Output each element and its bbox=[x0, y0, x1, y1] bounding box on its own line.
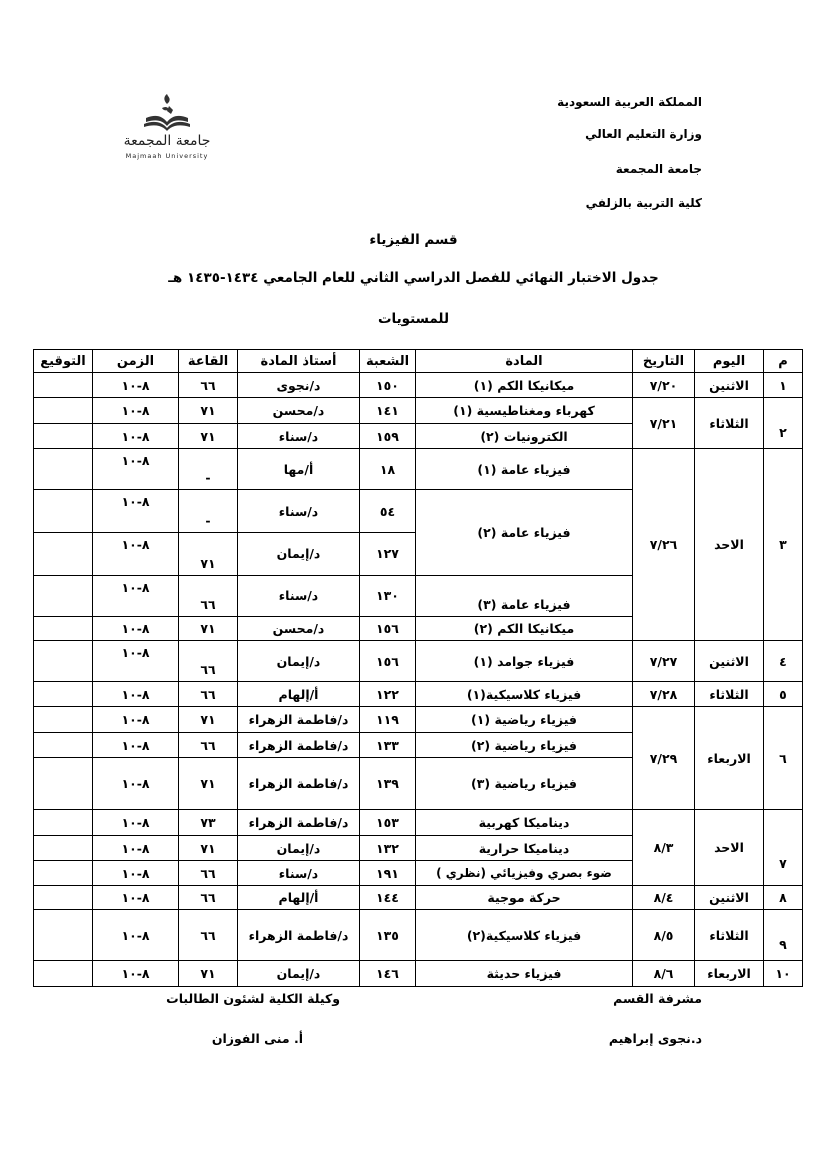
row-time: ٨-١٠ bbox=[93, 885, 179, 909]
row-signature bbox=[34, 732, 93, 757]
vice-dean-title: وكيلة الكلية لشئون الطالبات bbox=[166, 991, 340, 1006]
row-day: الثلاثاء bbox=[695, 910, 764, 961]
table-row bbox=[34, 449, 803, 490]
row-room: ٧١ bbox=[179, 961, 238, 987]
row-day: الثلاثاء bbox=[695, 681, 764, 706]
row-time: ٨-١٠ bbox=[93, 681, 179, 706]
row-day: الاحد bbox=[695, 449, 764, 641]
table-row bbox=[34, 910, 803, 961]
row-room: ٦٦ bbox=[179, 861, 238, 885]
col-header-number: م bbox=[764, 350, 803, 373]
row-teacher: د/فاطمة الزهراء bbox=[238, 758, 360, 810]
row-time: ٨-١٠ bbox=[93, 373, 179, 398]
row-subject: فيزياء رياضية (٢) bbox=[416, 732, 633, 757]
row-subject: فيزياء عامة (١) bbox=[416, 449, 633, 490]
row-subject: فيزياء رياضية (٣) bbox=[416, 758, 633, 810]
header-line-country: المملكة العربية السعودية bbox=[557, 95, 702, 109]
row-section: ١٣٠ bbox=[360, 575, 416, 616]
row-section: ١٥٦ bbox=[360, 616, 416, 640]
table-row bbox=[34, 885, 803, 909]
row-subject: ديناميكا كهربية bbox=[416, 810, 633, 835]
row-subject: الكترونيات (٢) bbox=[416, 423, 633, 448]
row-time: ٨-١٠ bbox=[93, 732, 179, 757]
row-time: ٨-١٠ bbox=[93, 490, 179, 533]
row-time: ٨-١٠ bbox=[93, 707, 179, 732]
header-line-ministry: وزارة التعليم العالي bbox=[585, 127, 702, 141]
row-signature bbox=[34, 533, 93, 576]
row-room: ٧١ bbox=[179, 533, 238, 576]
row-signature bbox=[34, 707, 93, 732]
row-room: ٦٦ bbox=[179, 373, 238, 398]
row-teacher: د/سناء bbox=[238, 490, 360, 533]
row-day: الاربعاء bbox=[695, 961, 764, 987]
col-header-date: التاريخ bbox=[633, 350, 695, 373]
row-section: ١٥٩ bbox=[360, 423, 416, 448]
row-teacher: د/سناء bbox=[238, 861, 360, 885]
table-row bbox=[34, 373, 803, 398]
logo-arabic-text: جامعة المجمعة bbox=[123, 133, 211, 149]
row-room: ٧١ bbox=[179, 423, 238, 448]
row-date: ٧/٢١ bbox=[633, 398, 695, 449]
row-date: ٧/٢٠ bbox=[633, 373, 695, 398]
row-section: ١٣٥ bbox=[360, 910, 416, 961]
header-line-university: جامعة المجمعة bbox=[615, 162, 702, 176]
header-line-college: كلية التربية بالزلفي bbox=[585, 196, 702, 210]
schedule-title: جدول الاختبار النهائي للفصل الدراسي الثاني للعام الجامعي ١٤٣٤-١٤٣٥ هـ bbox=[168, 270, 659, 286]
row-room: ٧٣ bbox=[179, 810, 238, 835]
table-row bbox=[34, 398, 803, 423]
row-teacher: د/إيمان bbox=[238, 961, 360, 987]
logo-english-text: Majmaah University bbox=[125, 152, 209, 160]
row-section: ١٩١ bbox=[360, 861, 416, 885]
row-section: ١٤٦ bbox=[360, 961, 416, 987]
row-teacher: د/نجوى bbox=[238, 373, 360, 398]
row-subject: فيزياء كلاسيكية(٢) bbox=[416, 910, 633, 961]
row-room: ٧١ bbox=[179, 707, 238, 732]
row-subject: ضوء بصري وفيزيائي (نظري ) bbox=[416, 861, 633, 885]
row-signature bbox=[34, 423, 93, 448]
row-room: ٧١ bbox=[179, 835, 238, 860]
row-subject: حركة موجية bbox=[416, 885, 633, 909]
row-section: ١١٩ bbox=[360, 707, 416, 732]
row-section: ١٣٩ bbox=[360, 758, 416, 810]
row-signature bbox=[34, 373, 93, 398]
supervisor-title: مشرفة القسم bbox=[613, 991, 702, 1006]
row-signature bbox=[34, 641, 93, 682]
row-number: ٣ bbox=[764, 449, 803, 641]
table-row bbox=[34, 961, 803, 987]
row-number: ٥ bbox=[764, 681, 803, 706]
row-time: ٨-١٠ bbox=[93, 861, 179, 885]
row-number: ٧ bbox=[764, 810, 803, 885]
row-section: ١٥٦ bbox=[360, 641, 416, 682]
row-signature bbox=[34, 398, 93, 423]
row-number: ٨ bbox=[764, 885, 803, 909]
row-section: ١٨ bbox=[360, 449, 416, 490]
row-signature bbox=[34, 885, 93, 909]
row-teacher: د/إيمان bbox=[238, 533, 360, 576]
row-number: ١٠ bbox=[764, 961, 803, 987]
row-date: ٧/٢٦ bbox=[633, 449, 695, 641]
row-signature bbox=[34, 810, 93, 835]
row-number: ٤ bbox=[764, 641, 803, 682]
row-room: ٧١ bbox=[179, 616, 238, 640]
row-teacher: د/محسن bbox=[238, 398, 360, 423]
row-number: ٢ bbox=[764, 398, 803, 449]
row-signature bbox=[34, 616, 93, 640]
row-subject: ميكانيكا الكم (١) bbox=[416, 373, 633, 398]
row-teacher: د/فاطمة الزهراء bbox=[238, 732, 360, 757]
col-header-subject: المادة bbox=[416, 350, 633, 373]
row-section: ٥٤ bbox=[360, 490, 416, 533]
row-section: ١٣٢ bbox=[360, 835, 416, 860]
row-signature bbox=[34, 681, 93, 706]
row-teacher: د/فاطمة الزهراء bbox=[238, 910, 360, 961]
levels-title: للمستويات bbox=[377, 311, 450, 327]
row-subject: فيزياء عامة (٢) bbox=[416, 490, 633, 576]
row-day: الاثنين bbox=[695, 885, 764, 909]
row-number: ١ bbox=[764, 373, 803, 398]
row-signature bbox=[34, 575, 93, 616]
row-section: ١٣٣ bbox=[360, 732, 416, 757]
row-teacher: د/فاطمة الزهراء bbox=[238, 810, 360, 835]
row-time: ٨-١٠ bbox=[93, 616, 179, 640]
row-time: ٨-١٠ bbox=[93, 835, 179, 860]
row-room: ٦٦ bbox=[179, 641, 238, 682]
row-time: ٨-١٠ bbox=[93, 423, 179, 448]
row-day: الاربعاء bbox=[695, 707, 764, 810]
col-header-room: القاعة bbox=[179, 350, 238, 373]
col-header-section: الشعبة bbox=[360, 350, 416, 373]
row-day: الاحد bbox=[695, 810, 764, 885]
row-day: الاثنين bbox=[695, 641, 764, 682]
row-room: ٧١ bbox=[179, 758, 238, 810]
table-row bbox=[34, 641, 803, 682]
row-signature bbox=[34, 490, 93, 533]
row-signature bbox=[34, 910, 93, 961]
row-section: ١٢٧ bbox=[360, 533, 416, 576]
row-subject: كهرباء ومغناطيسية (١) bbox=[416, 398, 633, 423]
university-logo bbox=[122, 92, 212, 164]
row-teacher: د/فاطمة الزهراء bbox=[238, 707, 360, 732]
row-date: ٨/٥ bbox=[633, 910, 695, 961]
row-time: ٨-١٠ bbox=[93, 810, 179, 835]
col-header-teacher: أستاذ المادة bbox=[238, 350, 360, 373]
department-title: قسم الفيزياء bbox=[369, 232, 458, 248]
row-signature bbox=[34, 861, 93, 885]
table-row bbox=[34, 810, 803, 835]
row-signature bbox=[34, 961, 93, 987]
row-teacher: د/إيمان bbox=[238, 641, 360, 682]
row-section: ١٥٣ bbox=[360, 810, 416, 835]
row-teacher: د/إيمان bbox=[238, 835, 360, 860]
row-time: ٨-١٠ bbox=[93, 641, 179, 682]
table-row bbox=[34, 707, 803, 732]
supervisor-name: د.نجوى إبراهيم bbox=[608, 1031, 702, 1046]
row-subject: فيزياء جوامد (١) bbox=[416, 641, 633, 682]
row-day: الاثنين bbox=[695, 373, 764, 398]
row-teacher: أ/مها bbox=[238, 449, 360, 490]
row-time: ٨-١٠ bbox=[93, 758, 179, 810]
row-time: ٨-١٠ bbox=[93, 398, 179, 423]
row-room: ٦٦ bbox=[179, 910, 238, 961]
col-header-time: الزمن bbox=[93, 350, 179, 373]
col-header-day: اليوم bbox=[695, 350, 764, 373]
row-time: ٨-١٠ bbox=[93, 449, 179, 490]
row-date: ٧/٢٨ bbox=[633, 681, 695, 706]
row-teacher: أ/إلهام bbox=[238, 885, 360, 909]
row-room: - bbox=[179, 490, 238, 533]
table-row bbox=[34, 681, 803, 706]
open-book-torch-icon bbox=[122, 92, 212, 136]
row-time: ٨-١٠ bbox=[93, 575, 179, 616]
row-date: ٨/٣ bbox=[633, 810, 695, 885]
row-subject: فيزياء عامة (٣) bbox=[416, 575, 633, 616]
row-subject: ميكانيكا الكم (٢) bbox=[416, 616, 633, 640]
row-date: ٨/٤ bbox=[633, 885, 695, 909]
row-section: ١٢٢ bbox=[360, 681, 416, 706]
row-day: الثلاثاء bbox=[695, 398, 764, 449]
table-header-row bbox=[34, 350, 803, 373]
row-room: ٦٦ bbox=[179, 575, 238, 616]
row-time: ٨-١٠ bbox=[93, 910, 179, 961]
row-subject: فيزياء رياضية (١) bbox=[416, 707, 633, 732]
row-time: ٨-١٠ bbox=[93, 533, 179, 576]
row-teacher: د/سناء bbox=[238, 575, 360, 616]
row-number: ٩ bbox=[764, 910, 803, 961]
row-room: ٧١ bbox=[179, 398, 238, 423]
vice-dean-name: أ. منى الفوزان bbox=[211, 1031, 303, 1046]
row-teacher: د/محسن bbox=[238, 616, 360, 640]
row-subject: فيزياء حديثة bbox=[416, 961, 633, 987]
row-room: ٦٦ bbox=[179, 732, 238, 757]
row-room: ٦٦ bbox=[179, 681, 238, 706]
row-section: ١٤١ bbox=[360, 398, 416, 423]
row-date: ٧/٢٩ bbox=[633, 707, 695, 810]
row-room: ٦٦ bbox=[179, 885, 238, 909]
row-signature bbox=[34, 758, 93, 810]
row-teacher: أ/إلهام bbox=[238, 681, 360, 706]
row-subject: فيزياء كلاسيكية(١) bbox=[416, 681, 633, 706]
row-number: ٦ bbox=[764, 707, 803, 810]
row-subject: ديناميكا حرارية bbox=[416, 835, 633, 860]
row-date: ٧/٢٧ bbox=[633, 641, 695, 682]
row-signature bbox=[34, 835, 93, 860]
row-room: - bbox=[179, 449, 238, 490]
row-section: ١٤٤ bbox=[360, 885, 416, 909]
col-header-signature: التوقيع bbox=[34, 350, 93, 373]
row-time: ٨-١٠ bbox=[93, 961, 179, 987]
row-date: ٨/٦ bbox=[633, 961, 695, 987]
exam-schedule-table bbox=[33, 349, 803, 987]
row-teacher: د/سناء bbox=[238, 423, 360, 448]
row-signature bbox=[34, 449, 93, 490]
row-section: ١٥٠ bbox=[360, 373, 416, 398]
